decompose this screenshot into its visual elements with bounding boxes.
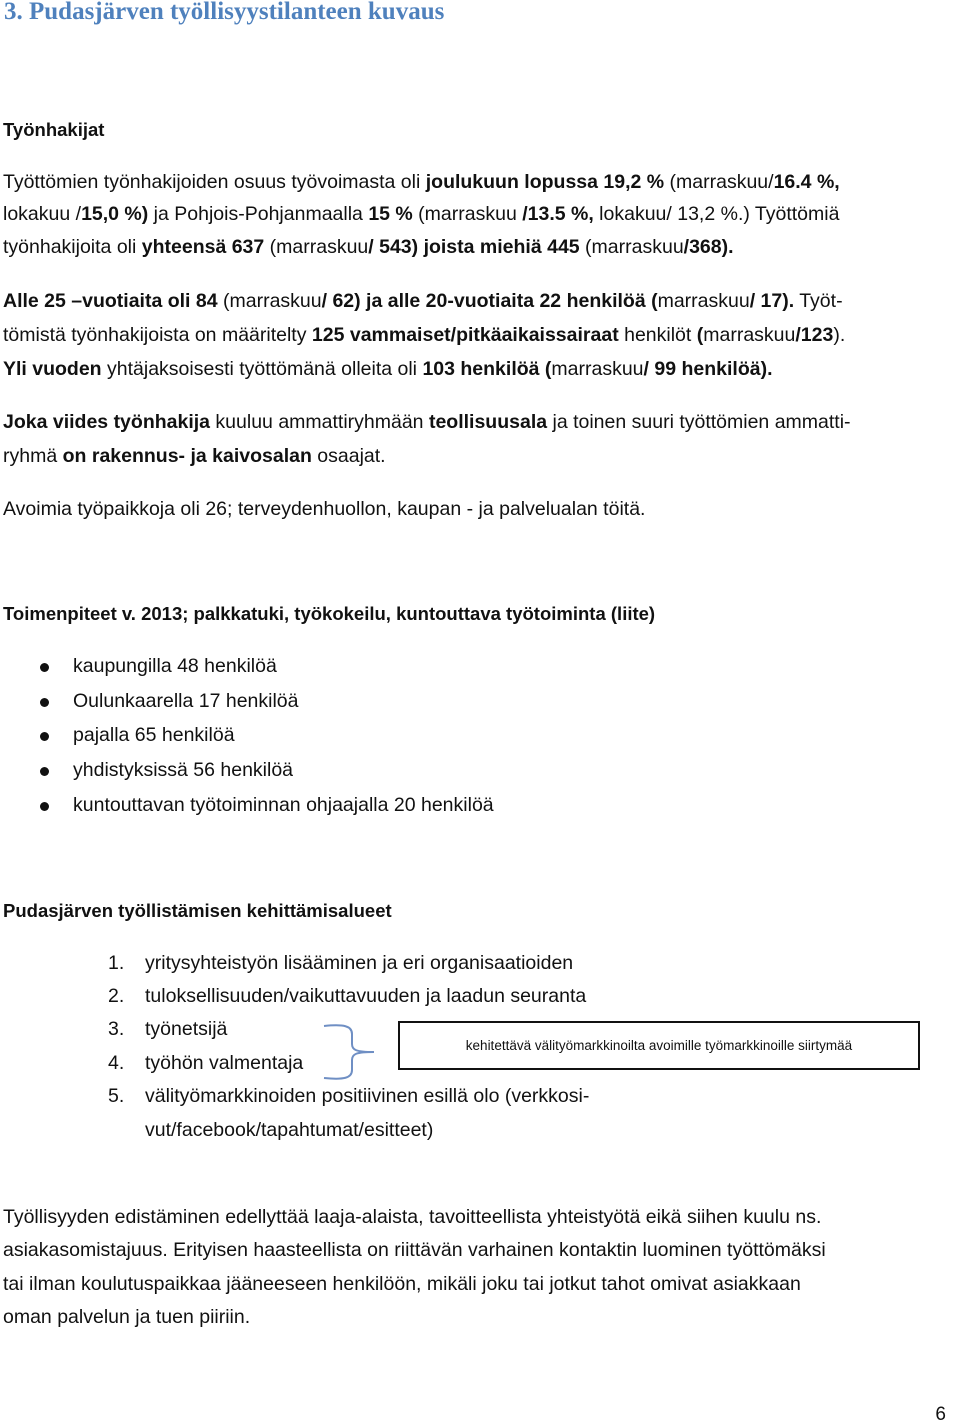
- text-run: teollisuusala: [428, 411, 548, 433]
- text-run: yhtäjaksoisesti työttömänä olleita oli: [101, 358, 423, 380]
- text-run: / 17).: [749, 290, 795, 312]
- text-run: lokakuu/ 13,2 %.) Työttömiä: [593, 203, 840, 225]
- text-run: ).: [833, 324, 846, 346]
- list-item: pajalla 65 henkilöä: [73, 724, 235, 746]
- paragraph-line: [3, 290, 843, 313]
- text-run: marraskuu: [551, 358, 644, 380]
- list-number: 5.: [108, 1085, 125, 1107]
- development-note-box: [398, 1021, 920, 1070]
- paragraph-line: [3, 445, 386, 468]
- text-run: Työttömien työnhakijoiden osuus työvoimasta oli: [3, 171, 426, 193]
- paragraph-line: [3, 358, 773, 381]
- paragraph-line: [3, 411, 851, 434]
- text-run: työnhakijoita oli: [3, 236, 142, 258]
- text-run: joulukuun lopussa 19,2 %: [425, 171, 665, 193]
- text-run: Yli vuoden: [3, 358, 102, 380]
- list-item: Oulunkaarella 17 henkilöä: [73, 690, 299, 712]
- text-run: ja toinen suuri työttömien ammatti-: [547, 411, 851, 433]
- paragraph-line: asiakasomistajuus. Erityisen haasteellista on riittävän varhainen kontaktin luominen työttömäksi: [3, 1239, 826, 1261]
- text-run: marraskuu: [657, 290, 750, 312]
- text-run: henkilöt: [618, 324, 697, 346]
- text-run: /123: [795, 324, 834, 346]
- text-run: (marraskuu: [264, 236, 369, 258]
- paragraph-line: [3, 236, 734, 259]
- list-item: välityömarkkinoiden positiivinen esillä olo (verkkosi-: [145, 1085, 590, 1107]
- text-run: ryhmä: [3, 445, 63, 467]
- text-run: Alle 25 –vuotiaita oli 84: [3, 290, 218, 312]
- text-run: kuuluu ammattiryhmään: [210, 411, 429, 433]
- list-item: kuntouttavan työtoiminnan ohjaajalla 20 henkilöä: [73, 794, 494, 816]
- text-run: (marraskuu/: [664, 171, 774, 193]
- list-number: 1.: [108, 952, 125, 974]
- text-run: ja Pohjois-Pohjanmaalla: [148, 203, 369, 225]
- text-run: (marraskuu: [412, 203, 523, 225]
- text-run: 16.4 %,: [773, 171, 840, 193]
- note-text: kehitettävä välityömarkkinoilta avoimille työmarkkinoille siirtymää: [465, 1038, 853, 1053]
- paragraph-line: Työllisyyden edistäminen edellyttää laaja-alaista, tavoitteellista yhteistyötä eikä siihen kuulu ns.: [3, 1206, 822, 1228]
- text-run: / 543) joista miehiä 445: [368, 236, 580, 258]
- paragraph-open-jobs: Avoimia työpaikkoja oli 26; terveydenhuollon, kaupan - ja palvelualan töitä.: [3, 498, 646, 520]
- curly-brace-icon: [318, 1020, 382, 1084]
- text-run: / 99 henkilöä).: [643, 358, 773, 380]
- bullet-icon: [40, 802, 49, 811]
- text-run: 125 vammaiset/pitkäaikaissairaat: [311, 324, 619, 346]
- text-run: (: [696, 324, 704, 346]
- bullet-icon: [40, 698, 49, 707]
- paragraph-line: [3, 203, 839, 226]
- text-run: 103 henkilöä (: [422, 358, 552, 380]
- text-run: (marraskuu: [217, 290, 322, 312]
- text-run: on rakennus- ja kaivosalan: [62, 445, 312, 467]
- paragraph-line: [3, 171, 840, 194]
- paragraph-line: oman palvelun ja tuen piiriin.: [3, 1306, 251, 1328]
- paragraph-line: [3, 324, 845, 347]
- heading-toimenpiteet: Toimenpiteet v. 2013; palkkatuki, työkokeilu, kuntouttava työtoiminta (liite): [3, 603, 656, 624]
- list-item: työnetsijä: [145, 1018, 228, 1040]
- bullet-icon: [40, 663, 49, 672]
- list-number: 4.: [108, 1052, 125, 1074]
- section-title: 3. Pudasjärven työllisyystilanteen kuvaus: [4, 0, 445, 25]
- list-item: tuloksellisuuden/vaikuttavuuden ja laadun seuranta: [145, 985, 587, 1007]
- text-run: tömistä työnhakijoista on määritelty: [3, 324, 312, 346]
- page-number: 6: [935, 1404, 946, 1425]
- text-run: /13.5 %,: [522, 203, 594, 225]
- text-run: Joka viides työnhakija: [3, 411, 211, 433]
- text-run: /368).: [683, 236, 734, 258]
- text-run: Työt-: [794, 290, 843, 312]
- list-number: 2.: [108, 985, 125, 1007]
- text-run: lokakuu /: [3, 203, 82, 225]
- text-run: 15 %: [368, 203, 413, 225]
- bullet-icon: [40, 767, 49, 776]
- list-item: yhdistyksissä 56 henkilöä: [73, 759, 294, 781]
- paragraph-line: tai ilman koulutuspaikkaa jääneeseen henkilöön, mikäli joku tai jotkut tahot omivat asiakkaan: [3, 1273, 801, 1295]
- heading-kehittamisalueet: Pudasjärven työllistämisen kehittämisalueet: [3, 900, 392, 921]
- text-run: 15,0 %): [81, 203, 149, 225]
- list-item: kaupungilla 48 henkilöä: [73, 655, 277, 677]
- list-item: yritysyhteistyön lisääminen ja eri organisaatioiden: [145, 952, 574, 974]
- text-run: (marraskuu: [579, 236, 684, 258]
- list-item-continuation: vut/facebook/tapahtumat/esitteet): [145, 1119, 434, 1141]
- text-run: yhteensä 637: [141, 236, 265, 258]
- text-run: / 62) ja alle 20-vuotiaita 22 henkilöä (: [321, 290, 658, 312]
- bullet-icon: [40, 732, 49, 741]
- list-item: työhön valmentaja: [145, 1052, 304, 1074]
- list-number: 3.: [108, 1018, 125, 1040]
- text-run: osaajat.: [311, 445, 386, 467]
- text-run: marraskuu: [703, 324, 796, 346]
- heading-tyonhakijat: Työnhakijat: [3, 119, 105, 140]
